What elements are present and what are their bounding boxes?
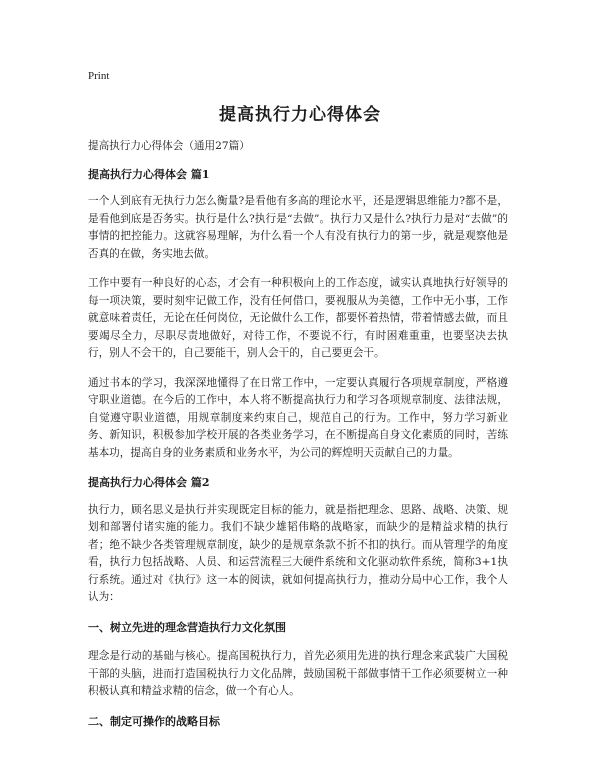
paragraph: 执行力，顾名思义是执行并实现既定目标的能力，就是指把理念、思路、战略、决策、规划和部署付诸实施的能力。我们不缺少雄韬伟略的战略家，而缺少的是精益求精的执行者；绝不缺少各类管理规章制度，缺少的是规章条款不折不扣的执行。而从管理学的角度看，执行力包括战略、人员、和运营流程三大硬件系统和文化驱动软件系统，简称3+1执行系统。通过对《执行》这一本的阅读，就如何提高执行力，推动分局中心工作，我个人认为： [88,503,508,603]
document-body [88,138,508,742]
paragraph: 理念是行动的基础与核心。提高国税执行力，首先必须用先进的执行理念来武装广大国税干部的头脑，进而打造国税执行力文化品牌，鼓励国税干部做事情干工作必须要树立一种积极认真和精益求精的信念，做一个有心人。 [88,650,508,697]
subsection-heading-1: 一、树立先进的理念营造执行力文化氛围 [88,620,286,634]
page-title: 提高执行力心得体会 [219,105,381,125]
document-subtitle: 提高执行力心得体会（通用27篇） [88,140,250,152]
paragraph: 一个人到底有无执行力怎么衡量?是看他有多高的理论水平，还是逻辑思维能力?都不是，是看他到底是否务实。执行是什么?执行是“去做”。执行力又是什么?执行力是对“去做”的事情的把控能力。这就容易理解，为什么看一个人有没有执行力的第一步，就是观察他是否真的在做，务实地去做。 [88,195,508,260]
paragraph: 通过书本的学习，我深深地懂得了在日常工作中，一定要认真履行各项规章制度，严格遵守职业道德。在今后的工作中，本人将不断提高执行力和学习各项规章制度、法律法规，自觉遵守职业道德，用规章制度来约束自己，规范自己的行为。工作中，努力学习新业务、新知识，积极参加学校开展的各类业务学习，在不断提高自身文化素质的同时，苦练基本功，提高自身的业务素质和业务水平，为公司的辉煌明天贡献自己的力量。 [88,376,508,459]
print-link[interactable]: Print [88,70,110,82]
section-heading-1: 提高执行力心得体会 篇1 [88,167,210,181]
subsection-heading-2: 二、制定可操作的战略目标 [88,714,220,728]
section-heading-2: 提高执行力心得体会 篇2 [88,476,210,489]
paragraph: 工作中要有一种良好的心态，才会有一种积极向上的工作态度，诚实认真地执行好领导的每一项决策，要时刻牢记做工作，没有任何借口，要视服从为美德，工作中无小事，工作就意味着责任，无论在任何岗位，无论做什么工作，都要怀着热情，带着情感去做，而且要竭尽全力，尽职尽责地做好，对待工作，不要说不行，有时困难重重，也要坚决去执行，别人不会干的，自己要能干，别人会干的，自己要更会干。 [88,277,508,359]
